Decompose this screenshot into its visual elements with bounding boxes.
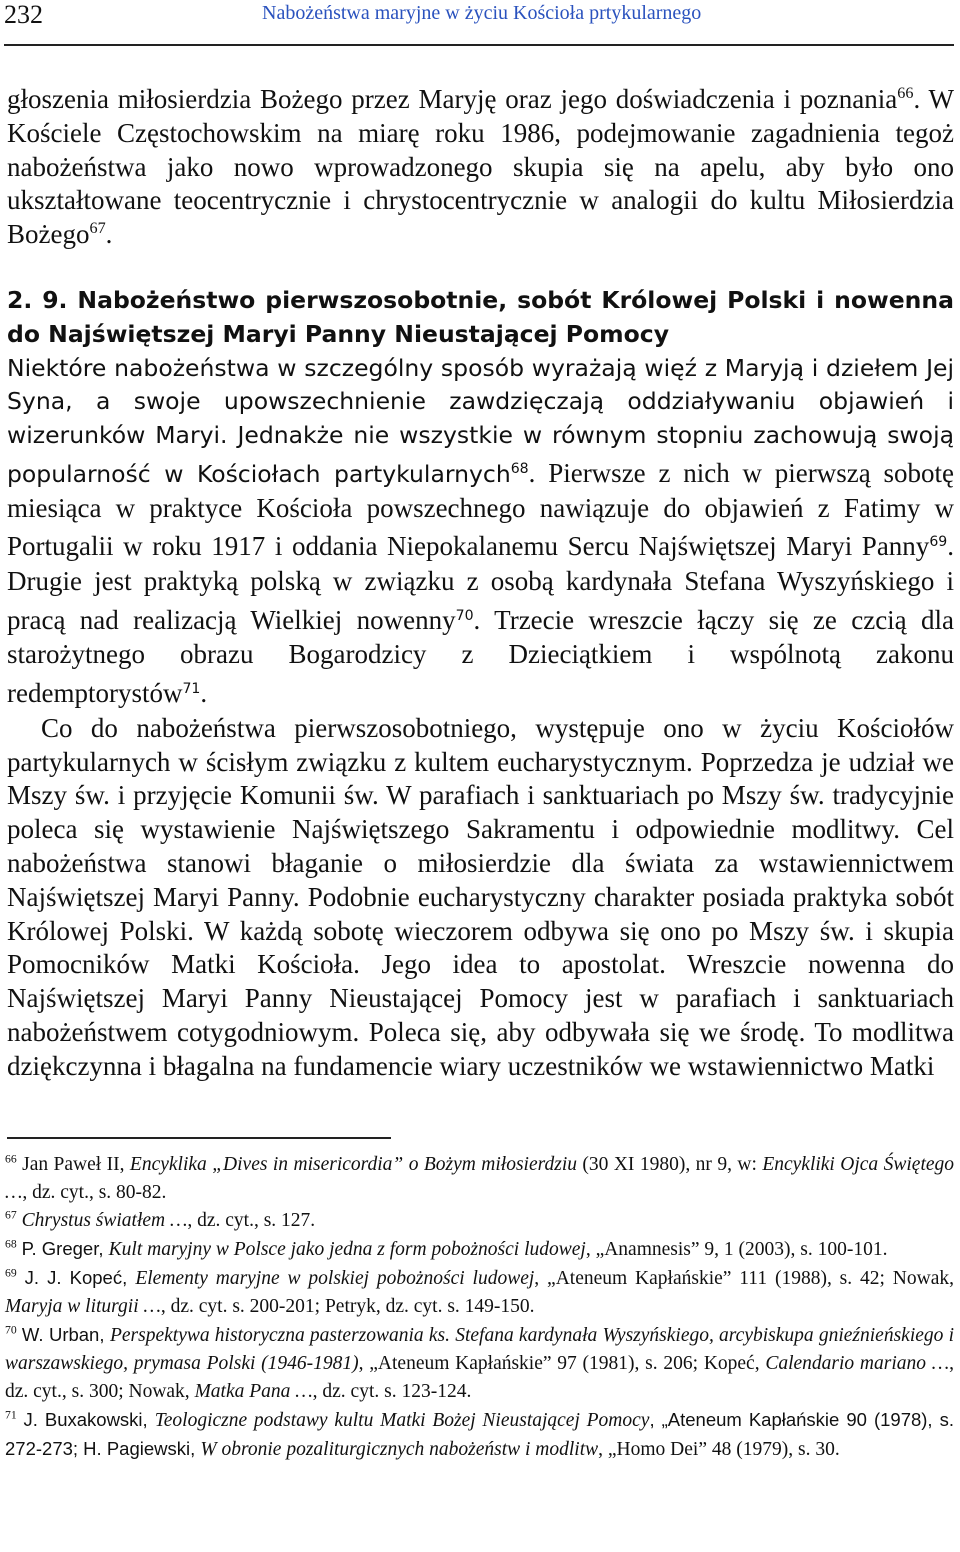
footnotes (5, 1151, 954, 1464)
second-paragraph: Co do nabożeństwa pierwszosobotniego, występuje ono w życiu Kościołów partykularnych w ścisłym związku z kultem eucharystycznym. Poprzedza je udział we Mszy św. i przyjęcie Komunii św. W parafiach i sanktuariach po Mszy św. tradycyjnie poleca się wystawienie Najświętszego Sakramentu i odpowiednie modlitwy. Cel nabożeństwa stanowi błaganie o miłosierdzie dla świata za wstawiennictwem Najświętszej Maryi Panny. Podobnie eucharystyczny charakter posiada praktyka sobót Królowej Polski. W każdą sobotę wieczorem odbywa się ono po Mszy św. i skupia Pomocników Matki Kościoła. Jego idea to apostolat. Wreszcie nowenna do Najświętszej Maryi Panny Nieustającej Pomocy jest w parafiach i sanktuariach nabożeństwem cotygodniowym. Poleca się, aby odbywała się we środę. To modlitwa dziękczynna i błagalna na fundamencie wiary uczestników we wstawiennictwo Matki (7, 712, 954, 1081)
footnote-text: P. Greger, (21, 1238, 109, 1259)
footnote-text: , dz. cyt., s. 300; Nowak, (5, 1353, 954, 1402)
footnote-text: (30 XI 1980), nr 9, w: (577, 1154, 763, 1175)
footnote-title: Elementy maryjne w polskiej pobożności ludowej (135, 1268, 535, 1289)
section-text-4: . Trzecie wreszcie łączy się ze czcią dla starożytnego obrazu Bogarodzicy z Dzieciątkiem i wspólnotą zakonu redemptorystów (7, 604, 954, 709)
footnote-title: Encyklika „Dives in misericordia” o Bożym miłosierdziu (129, 1154, 577, 1175)
main-text (7, 83, 954, 1084)
footnote-title: Matka Pana … (194, 1381, 313, 1402)
footnote-title: Maryja w liturgii … (5, 1296, 161, 1317)
footnote-ref-70[interactable]: 70 (455, 607, 474, 624)
footnote-text: , „Ateneum Kapłańskie” 97 (1981), s. 206; Kopeć, (358, 1353, 766, 1374)
footnote-title: Calendario mariano … (765, 1353, 950, 1374)
footnote-68 (5, 1235, 954, 1264)
footnote-ref-71[interactable]: 71 (182, 681, 201, 698)
footnote-text: , dz. cyt., s. 127. (187, 1210, 316, 1231)
footnote-text: J. Buxakowski, (23, 1409, 155, 1430)
footnote-text: , „Ateneum Kapłańskie 90 (1978), s. 272-273; H. Pagiewski, (5, 1409, 954, 1459)
section-text-3: . Drugie jest praktyką polską w związku z osobą kardynała Stefana Wyszyńskiego i pracą nad realizacją Wielkiej nowenny (7, 531, 954, 635)
section-text-5: . (200, 678, 208, 709)
footnote-66 (5, 1151, 954, 1207)
footnote-title: Encykliki Ojca Świętego … (5, 1154, 955, 1203)
footnote-number: 70 (5, 1323, 17, 1337)
page-number: 232 (4, 0, 43, 29)
footnote-text: Jan Paweł II, (22, 1154, 130, 1175)
footnote-number: 68 (5, 1237, 17, 1251)
section-paragraph (7, 352, 954, 712)
footnote-text: , „Homo Dei” 48 (1979), s. 30. (598, 1439, 840, 1460)
footnote-70 (5, 1321, 954, 1406)
footnote-number: 67 (5, 1208, 17, 1222)
footnote-text: W. Urban, (21, 1324, 110, 1345)
footnote-title: Chrystus światłem … (21, 1210, 188, 1231)
footnote-number: 69 (5, 1266, 17, 1280)
header-rule (4, 44, 954, 46)
intro-text-1: głoszenia miłosierdzia Bożego przez Maryję oraz jego doświadczenia i poznania (7, 84, 898, 114)
running-title: Nabożeństwa maryjne w życiu Kościoła prtykularnego (262, 2, 702, 24)
footnote-title: W obronie pozaliturgicznych nabożeństw i modlitw (200, 1439, 599, 1460)
footnote-title: Teologiczne podstawy kultu Matki Bożej Nieustającej Pomocy (154, 1410, 650, 1431)
page-header (0, 0, 960, 44)
footnote-67 (5, 1207, 954, 1235)
footnote-text: J. J. Kopeć, (24, 1267, 136, 1288)
footnote-text: , dz. cyt., s. 80-82. (22, 1182, 167, 1203)
footnote-69 (5, 1264, 954, 1321)
footnote-text: , „Ateneum Kapłańskie” 111 (1988), s. 42; Nowak, (534, 1268, 954, 1289)
footnote-text: , dz. cyt. s. 123-124. (312, 1381, 472, 1402)
intro-text-3: . (105, 219, 113, 250)
section-heading: 2. 9. Nabożeństwo pierwszosobotnie, sobót Królowej Polski i nowenna do Najświętszej Maryi Panny Nieustającej Pomocy (7, 285, 954, 348)
footnote-number: 66 (5, 1152, 17, 1166)
footnote-ref-69[interactable]: 69 (929, 534, 948, 551)
footnote-text: , dz. cyt. s. 200-201; Petryk, dz. cyt. s. 149-150. (160, 1296, 535, 1317)
section-text-2: . Pierwsze z nich w pierwszą sobotę miesiąca w praktyce Kościoła powszechnego nawiązuje do objawień z Fatimy w Portugalii w roku 1917 i oddania Niepokalanemu Sercu Najświętszej Maryi Panny (7, 457, 954, 562)
footnote-ref-66[interactable]: 66 (897, 84, 914, 102)
footnote-title: Kult maryjny w Polsce jako jedna z form pobożności ludowej (108, 1239, 586, 1260)
footnote-text: , „Anamnesis” 9, 1 (2003), s. 100-101. (585, 1239, 888, 1260)
section-text-1: Niektóre nabożeństwa w szczególny sposób wyrażają więź z Maryją i dziełem Jej Syna, a swoje upowszechnienie zawdzięczają oddziaływaniu objawień i wizerunków Maryi. Jednakże nie wszystkie w równym stopniu zachowują swoją popularność w Kościołach partykularnych (7, 353, 954, 488)
footnote-number: 71 (5, 1408, 17, 1422)
footnote-ref-67[interactable]: 67 (89, 219, 106, 238)
footnote-title: Perspektywa historyczna pasterzowania ks. Stefana kardynała Wyszyńskiego, arcybiskupa gnieźnieńskiego i warszawskiego, prymasa Polski (1946-1981) (5, 1325, 955, 1374)
intro-text-2: . W Kościele Częstochowskim na miarę roku 1986, podejmowanie zagadnienia tegoż nabożeństwa jako nowo wprowadzonego skupia się na apelu, aby było ono ukształtowane teocentrycznie i chrystocentrycznie w analogii do kultu Miłosierdzia Bożego (7, 84, 954, 250)
footnote-71 (5, 1406, 954, 1464)
footnote-rule (7, 1137, 391, 1139)
intro-paragraph (7, 83, 954, 252)
footnote-ref-68[interactable]: 68 (510, 460, 529, 477)
